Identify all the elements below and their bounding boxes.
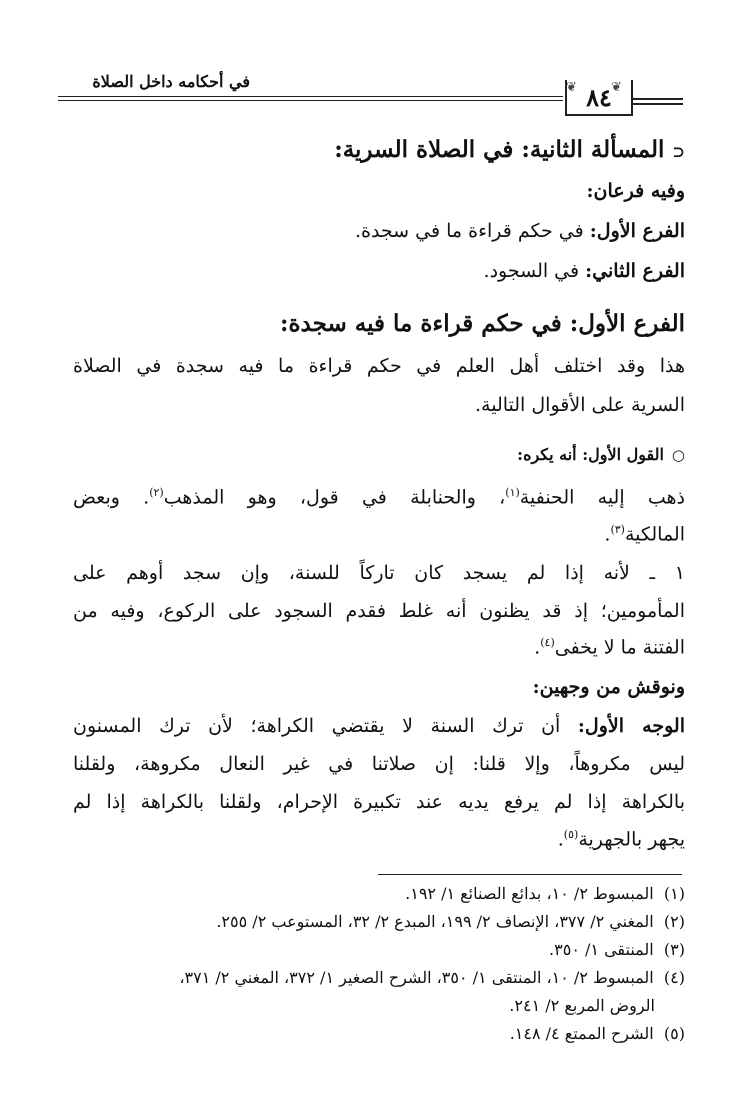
footnote-ref[interactable]: (٢) <box>149 486 164 499</box>
paragraph-line <box>73 715 685 737</box>
ornament-icon: ❦ <box>611 80 622 95</box>
text-run: ، والحنابلة في قول، وهو المذهب <box>163 486 506 509</box>
branch-2-text: في السجود. <box>483 260 586 282</box>
footnote <box>405 884 685 903</box>
footnote-text: المغني ٢/ ٣٧٧، الإنصاف ٢/ ١٩٩، المبدع ٢/ ٣٢، المستوعب ٢/ ٢٥٥. <box>216 912 654 931</box>
paragraph-line <box>73 486 685 508</box>
paragraph-line: ليس مكروهاً، وإلا قلنا: إن صلاتنا في غير النعال مكروهة، ولقلنا <box>73 753 685 775</box>
ornament-icon: ❦ <box>566 80 577 95</box>
paragraph-line: هذا وقد اختلف أهل العلم في حكم قراءة ما فيه سجدة في الصلاة <box>73 355 685 377</box>
section-heading <box>334 136 685 163</box>
text-run: . <box>557 828 564 851</box>
footnote-ref[interactable]: (١) <box>505 486 520 499</box>
circle-bullet-icon: ○ <box>671 446 685 464</box>
text-run: . <box>534 636 541 659</box>
paragraph-line: ١ ـ لأنه إذا لم يسجد كان تاركاً للسنة، وإن سجد أوهم على <box>73 562 685 584</box>
footnote-separator <box>378 874 682 875</box>
header-rule-double <box>58 100 563 101</box>
header-rule-right <box>633 98 683 100</box>
footnote-text: المبسوط ٢/ ١٠، بدائع الصنائع ١/ ١٩٢. <box>405 884 654 903</box>
text-run: الفتنة ما لا يخفى <box>554 636 685 659</box>
footnote-number: (١) <box>663 884 685 903</box>
footnote-ref[interactable]: (٤) <box>540 636 555 649</box>
footnote-number: (٣) <box>663 940 685 959</box>
footnote-text: المبسوط ٢/ ١٠، المنتقى ١/ ٣٥٠، الشرح الصغير ١/ ٣٧٢، المغني ٢/ ٣٧١، <box>179 968 654 987</box>
running-header-title: في أحكامه داخل الصلاة <box>92 72 250 91</box>
footnote-number: (٤) <box>663 968 685 987</box>
page-number-box <box>565 80 633 116</box>
text-run: ذهب إليه الحنفية <box>519 486 685 509</box>
section-heading-text: المسألة الثانية: في الصلاة السرية: <box>334 136 665 163</box>
bullet-icon: ⊂ <box>672 143 685 161</box>
branch-2-label: الفرع الثاني: <box>585 260 685 282</box>
discussion-label: الوجه الأول: <box>577 715 685 737</box>
footnote <box>510 1024 685 1043</box>
discussion-heading: ونوقش من وجهين: <box>532 676 685 698</box>
footnote-text: الشرح الممتع ٤/ ١٤٨. <box>509 1024 654 1043</box>
text-run: يجهر بالجهرية <box>578 828 685 851</box>
branch-1-line <box>355 220 685 242</box>
text-run: أن ترك السنة لا يقتضي الكراهة؛ لأن ترك المسنون <box>73 715 578 737</box>
paragraph-line <box>558 828 685 850</box>
paragraph-line <box>534 636 685 658</box>
text-run: . وبعض <box>73 486 150 509</box>
branch-1-label: الفرع الأول: <box>589 220 685 242</box>
opinion-heading-text: القول الأول: أنه يكره: <box>517 445 664 464</box>
branch-1-text: في حكم قراءة ما في سجدة. <box>354 220 590 242</box>
footnote <box>549 940 685 959</box>
footnote-continuation <box>509 996 655 1015</box>
paragraph-line: المأمومين؛ إذ قد يظنون أنه غلط فقدم السجود على الركوع، وفيه من <box>73 600 685 622</box>
text-run: المالكية <box>624 523 685 546</box>
footnote-ref[interactable]: (٥) <box>563 828 579 841</box>
footnote <box>179 968 685 987</box>
page-number: ٨٤ <box>586 82 612 112</box>
footnote-ref[interactable]: (٣) <box>610 523 625 536</box>
text-run: . <box>604 523 611 546</box>
footnote <box>216 912 685 931</box>
paragraph-line <box>604 523 685 545</box>
paragraph-line: السرية على الأقوال التالية. <box>475 394 685 416</box>
header-rule <box>58 96 563 97</box>
paragraph-line: بالكراهة إذا لم يرفع يديه عند تكبيرة الإحرام، ولقلنا بالكراهة إذا لم <box>73 791 685 813</box>
branches-intro: وفيه فرعان: <box>586 180 685 202</box>
footnote-text: الروض المربع ٢/ ٢٤١. <box>509 996 655 1015</box>
header-rule-right-double <box>633 103 683 105</box>
opinion-heading <box>517 445 685 464</box>
branch-heading: الفرع الأول: في حكم قراءة ما فيه سجدة: <box>280 310 685 337</box>
footnote-text: المنتقى ١/ ٣٥٠. <box>549 940 654 959</box>
footnote-number: (٥) <box>663 1024 685 1043</box>
branch-2-line <box>484 260 685 282</box>
footnote-number: (٢) <box>663 912 685 931</box>
